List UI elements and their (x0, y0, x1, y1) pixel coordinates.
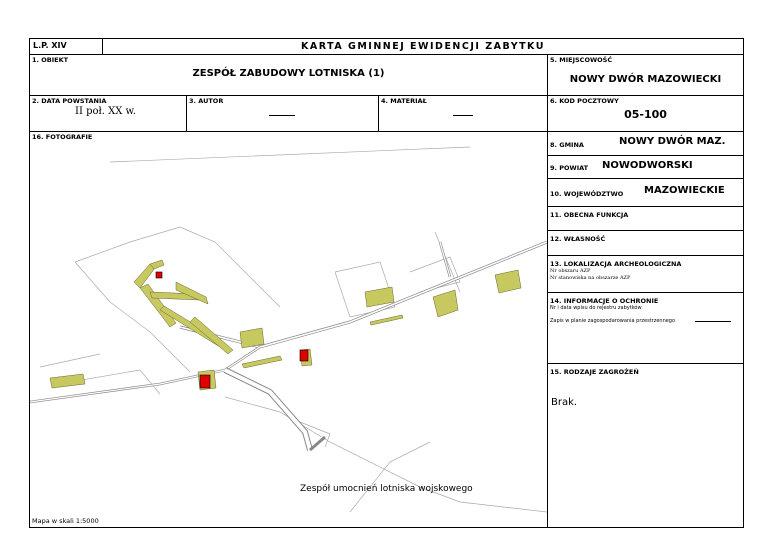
zagrozenia-value: Brak. (551, 397, 578, 408)
archeo-azp-site: Nr stanowiska na obszarze AZP (550, 275, 631, 281)
parcel-outlines (40, 147, 547, 512)
data-powstania-label: 2. DATA POWSTANIA (32, 97, 107, 105)
buildings (50, 260, 521, 390)
site-map (30, 132, 547, 527)
wojewodztwo-label: 10. WOJEWÓDZTWO (550, 190, 624, 198)
lp-cell (29, 38, 103, 55)
material-empty-dash (453, 115, 473, 116)
autor-empty-dash (269, 115, 295, 116)
gmina-cell (547, 131, 744, 156)
kod-pocztowy-value: 05-100 (624, 108, 667, 121)
material-label: 4. MATERIAŁ (381, 97, 427, 105)
ochrona-plan-dash (695, 321, 731, 322)
gmina-label: 8. GMINA (550, 141, 584, 149)
fotografie-cell (29, 131, 548, 528)
ochrona-plan: Zapis w planie zagospodarowania przestrzennego (550, 318, 676, 324)
roads (30, 242, 547, 450)
powiat-cell (547, 155, 744, 179)
map-caption: Zespół umocnień lotniska wojskowego (300, 484, 473, 494)
zagrozenia-cell (547, 363, 744, 528)
obiekt-label: 1. OBIEKT (32, 56, 69, 64)
ochrona-register: Nr i data wpisu do rejestru zabytków (550, 305, 642, 311)
zagrozenia-label: 15. RODZAJE ZAGROŻEŃ (550, 368, 639, 376)
autor-cell (186, 95, 379, 132)
miejscowosc-value: NOWY DWÓR MAZOWIECKI (569, 74, 722, 85)
ochrona-label: 14. INFORMACJE O OCHRONIE (550, 297, 659, 305)
obiekt-cell (29, 54, 548, 96)
material-cell (378, 95, 548, 132)
miejscowosc-cell (547, 54, 744, 96)
wojewodztwo-cell (547, 178, 744, 207)
powiat-value: NOWODWORSKI (602, 160, 693, 171)
obecna-funkcja-label: 11. OBECNA FUNKCJA (550, 211, 629, 219)
autor-label: 3. AUTOR (189, 97, 224, 105)
lokalizacja-archeologiczna-cell (547, 255, 744, 293)
wlasnosc-label: 12. WŁASNOŚĆ (550, 235, 606, 243)
map-scale: Mapa w skali 1:5000 (32, 517, 99, 525)
data-powstania-value: II poł. XX w. (75, 106, 137, 117)
wojewodztwo-value: MAZOWIECKIE (644, 185, 725, 196)
lp-number: L.P. XIV (33, 41, 67, 50)
obiekt-value: ZESPÓŁ ZABUDOWY LOTNISKA (1) (192, 68, 385, 79)
kod-pocztowy-cell (547, 95, 744, 132)
title-cell (102, 38, 744, 55)
kod-pocztowy-label: 6. KOD POCZTOWY (550, 97, 619, 105)
archeo-azp-area: Nr obszaru AZP (550, 268, 591, 274)
miejscowosc-label: 5. MIEJSCOWOŚĆ (550, 56, 613, 64)
ochrona-cell (547, 292, 744, 364)
data-powstania-cell (29, 95, 187, 132)
obecna-funkcja-cell (547, 206, 744, 231)
fotografie-label: 16. FOTOGRAFIE (32, 133, 93, 141)
powiat-label: 9. POWIAT (550, 164, 589, 172)
card-title: KARTA GMINNEJ EWIDENCJI ZABYTKU (301, 41, 545, 52)
gmina-value: NOWY DWÓR MAZ. (619, 136, 726, 147)
archeo-label: 13. LOKALIZACJA ARCHEOLOGICZNA (550, 260, 682, 268)
wlasnosc-cell (547, 230, 744, 256)
